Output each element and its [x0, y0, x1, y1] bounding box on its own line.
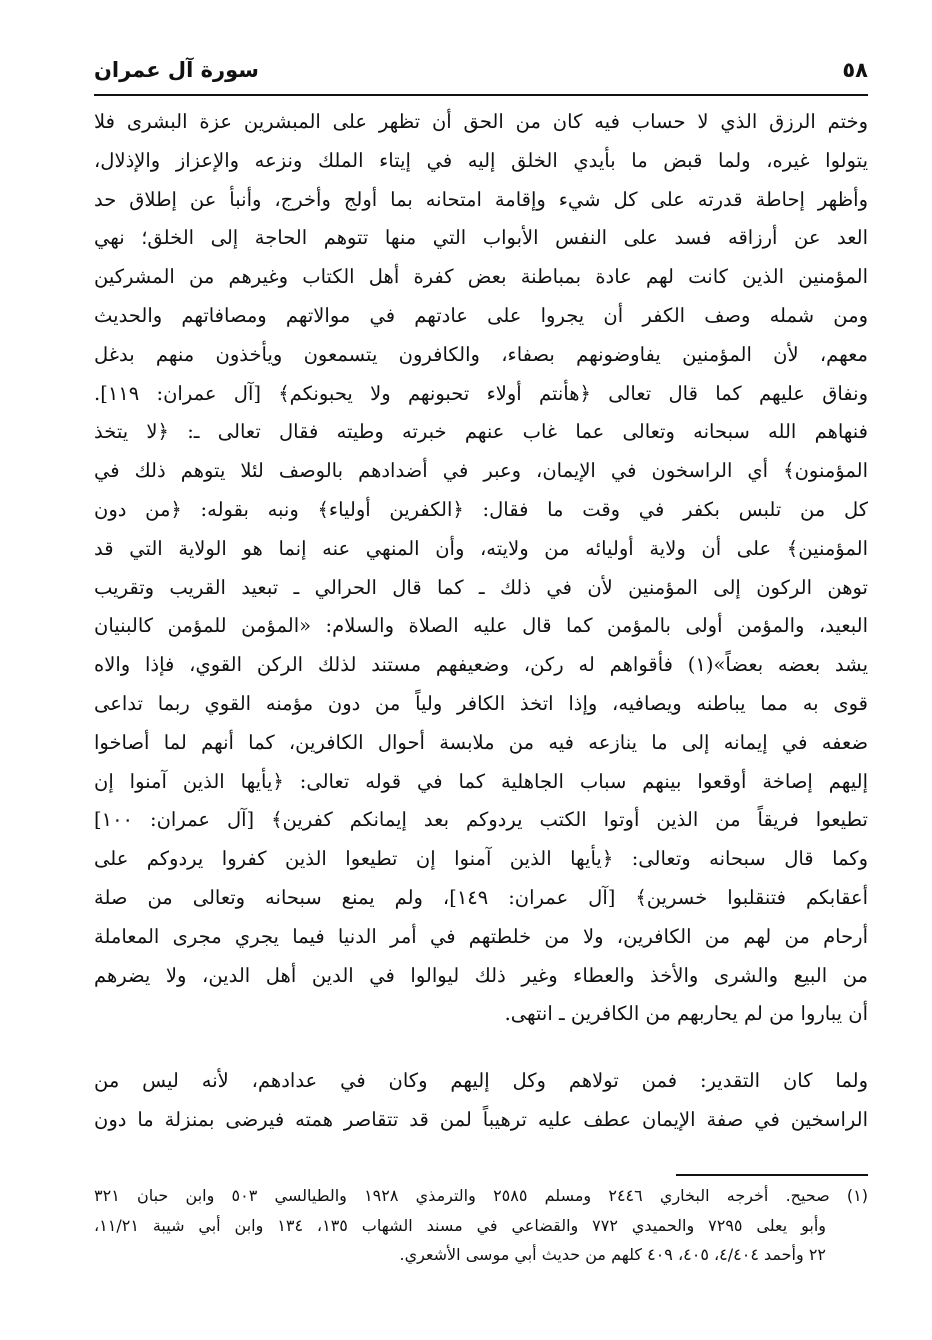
- footnotes: [94, 1181, 868, 1270]
- paragraph-gap: [94, 1034, 868, 1062]
- text-line: المؤمنين الذين كانت لهم عادة بمباطنة بعض كفرة أهل الكتاب وغيرهم من المشركين: [94, 265, 868, 289]
- text-line: وكما قال سبحانه وتعالى: ﴿يأيها الذين آمنوا إن تطيعوا الذين كفروا يردوكم على: [94, 847, 868, 871]
- main-text: [94, 103, 868, 1140]
- text-line: وأظهر إحاطة قدرته على كل شيء وإقامة امتحانه بما أولج وأخرج، وأنبأ عن إطلاق حد: [94, 187, 868, 211]
- text-line: البعيد، والمؤمن أولى بالمؤمن كما قال عليه الصلاة والسلام: «المؤمن للمؤمن كالبنيان: [94, 614, 868, 638]
- text-line: قوى به مما يباطنه ويصافيه، وإذا اتخذ الكافر ولياً من دون مؤمنه القوي ربما تداعى: [94, 691, 868, 715]
- text-line: أن يباروا من لم يحاربهم من الكافرين ـ انتهى.: [504, 1002, 868, 1026]
- footnote-line: ٢٢ وأحمد ٤/٤٠٤، ٤٠٥، ٤٠٩ كلهم من حديث أبي موسى الأشعري.: [399, 1245, 826, 1264]
- text-line: أرحام من لهم من الكافرين، ولا من خلطتهم في أمر الدنيا فيما يجري مجرى المعاملة: [94, 924, 868, 948]
- text-line: كل من تلبس بكفر في وقت ما فقال: ﴿الكفرين أولياء﴾ ونبه بقوله: ﴿من دون: [94, 497, 868, 521]
- page-header: [94, 58, 868, 96]
- text-line: معهم، لأن المؤمنين يفاوضونهم بصفاء، والكافرون يتسمعون ويأخذون منهم بدغل: [94, 342, 868, 366]
- footnote-line: وأبو يعلى ٧٢٩٥ والحميدي ٧٧٢ والقضاعي في مسند الشهاب ١٣٥، ١٣٤ وابن أبي شيبة ١١/٢١،: [94, 1215, 827, 1235]
- text-line: توهن الركون إلى المؤمنين لأن في ذلك ـ كما قال الحرالي ـ تبعيد القريب وتقريب: [94, 575, 868, 599]
- text-line: إليهم إصاخة أوقعوا بينهم سباب الجاهلية كما في قوله تعالى: ﴿يأيها الذين آمنوا إن: [94, 769, 868, 793]
- text-line: المؤمنين﴾ على أن ولاية أوليائه من ولايته، وأن المنهي عنه إنما هو الولاية التي قد: [94, 536, 868, 560]
- text-line: المؤمنون﴾ أي الراسخون في الإيمان، وعبر في أضدادهم بالوصف لئلا يتوهم ذلك في: [94, 459, 868, 483]
- text-line: من البيع والشرى والأخذ والعطاء وغير ذلك ليوالوا في الدين أهل الدين، ولا يضرهم: [94, 963, 868, 987]
- text-line: الراسخين في صفة الإيمان عطف عليه ترهيباً لمن قد تتقاصر همته فيرضى بمنزلة ما دون: [94, 1107, 868, 1131]
- footnote-separator: [676, 1174, 868, 1176]
- text-line: تطيعوا فريقاً من الذين أوتوا الكتب يردوكم بعد إيمانكم كفرين﴾ [آل عمران: ١٠٠]: [94, 808, 868, 832]
- text-line: ضعفه في إيمانه إلى ما ينازعه فيه من ملابسة أحوال الكافرين، كما أنهم لما أصاخوا: [94, 730, 868, 754]
- text-line: العد عن أرزاقه فسد على النفس الأبواب التي منها تتوهم الحاجة إلى الخلق؛ نهي: [94, 226, 868, 250]
- page-number: ٥٨: [842, 58, 868, 82]
- text-line: وختم الرزق الذي لا حساب فيه كان من الحق أن تظهر على المبشرين عزة البشرى فلا: [94, 110, 868, 133]
- text-line: يتولوا غيره، ولما قبض ما بأيدي الخلق إليه في إيتاء الملك ونزعه والإعزاز والإذلال،: [94, 148, 868, 172]
- text-line: يشد بعضه بعضاً»(١) فأقواهم له ركن، وضعيفهم مستند لذلك الركن القوي، فإذا والاه: [94, 653, 868, 677]
- text-line: ولما كان التقدير: فمن تولاهم وكل إليهم وكان في عدادهم، لأنه ليس من: [94, 1069, 868, 1093]
- text-line: فنهاهم الله سبحانه وتعالى عما غاب عنهم خبرته وطيته فقال تعالى ـ: ﴿لا يتخذ: [94, 420, 868, 444]
- text-line: ونفاق عليهم كما قال تعالى ﴿هأنتم أولاء تحبونهم ولا يحبونكم﴾ [آل عمران: ١١٩].: [94, 381, 868, 405]
- text-line: أعقابكم فتنقلبوا خسرين﴾ [آل عمران: ١٤٩]، ولم يمنع سبحانه وتعالى من صلة: [94, 885, 868, 909]
- text-line: ومن شمله وصف الكفر أن يجروا على عادتهم في موالاتهم ومصافاتهم والحديث: [94, 303, 868, 327]
- footnote-line: (١) صحيح. أخرجه البخاري ٢٤٤٦ ومسلم ٢٥٨٥ والترمذي ١٩٢٨ والطيالسي ٥٠٣ وابن حبان ٣٢١: [94, 1186, 868, 1205]
- surah-title: سورة آل عمران: [94, 58, 259, 82]
